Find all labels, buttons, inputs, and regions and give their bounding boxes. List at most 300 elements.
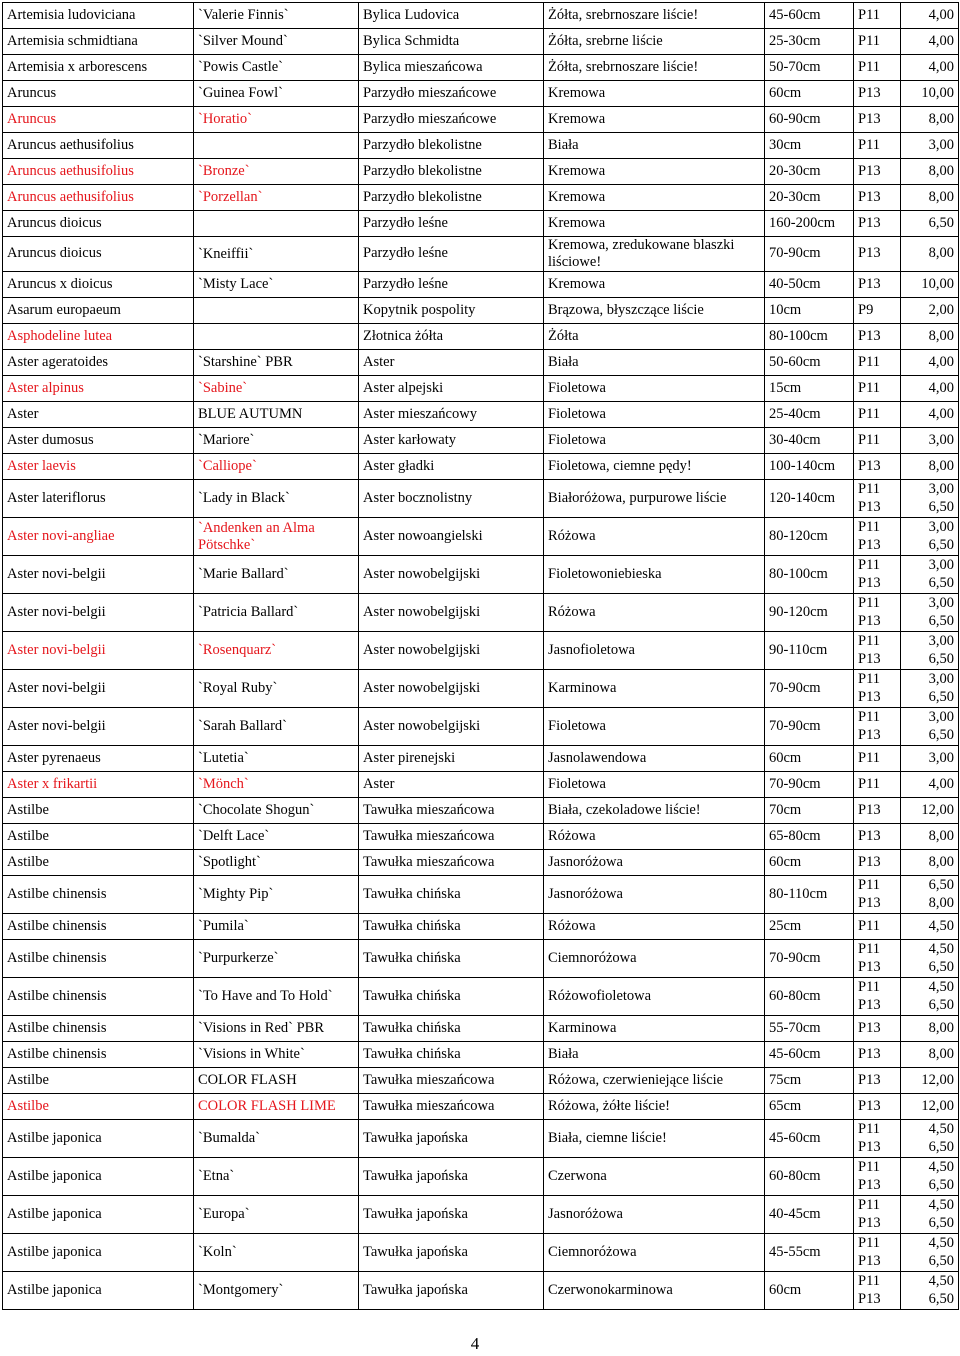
polish-name-cell: Aster nowobelgijski <box>359 708 544 746</box>
pot-size-cell <box>854 185 901 211</box>
polish-name-cell: Aster nowobelgijski <box>359 670 544 708</box>
latin-name-cell: Aster pyrenaeus <box>3 746 194 772</box>
price: 3,00 <box>928 708 954 725</box>
price: 4,00 <box>928 6 954 23</box>
cultivar-cell: COLOR FLASH <box>194 1068 359 1094</box>
pot-size-cell <box>854 1068 901 1094</box>
pot-size-cell <box>854 428 901 454</box>
description-cell: Czerwonokarminowa <box>544 1272 765 1310</box>
table-row <box>3 746 959 772</box>
table-row <box>3 876 959 914</box>
cultivar-cell: `Powis Castle` <box>194 55 359 81</box>
price: 8,00 <box>928 827 954 844</box>
description-cell: Różowofioletowa <box>544 978 765 1016</box>
cultivar-cell: `Mighty Pip` <box>194 876 359 914</box>
pot-size-cell <box>854 1120 901 1158</box>
pot-size-cell <box>854 914 901 940</box>
table-row <box>3 1094 959 1120</box>
description-cell: Kremowa <box>544 107 765 133</box>
pot-size: P13 <box>858 853 881 870</box>
price: 12,00 <box>921 1071 954 1088</box>
cultivar-cell: `Lady in Black` <box>194 480 359 518</box>
price: 6,50 <box>928 1290 954 1307</box>
height-cell: 65-80cm <box>765 824 854 850</box>
table-row <box>3 107 959 133</box>
cultivar-cell: `Royal Ruby` <box>194 670 359 708</box>
polish-name-cell: Aster nowoangielski <box>359 518 544 556</box>
table-row <box>3 978 959 1016</box>
cultivar-cell: `Chocolate Shogun` <box>194 798 359 824</box>
polish-name-cell: Aster mieszańcowy <box>359 402 544 428</box>
polish-name-cell: Parzydło blekolistne <box>359 159 544 185</box>
description-cell: Różowa, żółte liście! <box>544 1094 765 1120</box>
price: 10,00 <box>921 275 954 292</box>
latin-name-cell: Astilbe japonica <box>3 1120 194 1158</box>
polish-name-cell: Tawułka chińska <box>359 876 544 914</box>
polish-name-cell: Parzydło mieszańcowe <box>359 81 544 107</box>
cultivar-cell: `Bumalda` <box>194 1120 359 1158</box>
pot-size: P11 <box>858 940 881 957</box>
pot-size-cell <box>854 1042 901 1068</box>
height-cell: 60cm <box>765 81 854 107</box>
description-cell: Różowa <box>544 824 765 850</box>
pot-size: P11 <box>858 594 881 611</box>
table-row <box>3 632 959 670</box>
height-cell: 80-110cm <box>765 876 854 914</box>
description-cell: Biała <box>544 133 765 159</box>
latin-name-cell: Aster novi-belgii <box>3 632 194 670</box>
price-cell <box>901 940 959 978</box>
description-cell: Ciemnoróżowa <box>544 940 765 978</box>
cultivar-cell: `Mönch` <box>194 772 359 798</box>
price: 4,50 <box>928 978 954 995</box>
pot-size-cell <box>854 324 901 350</box>
pot-size: P13 <box>858 726 881 743</box>
pot-size: P13 <box>858 498 881 515</box>
price-cell <box>901 454 959 480</box>
pot-size-cell <box>854 376 901 402</box>
table-row <box>3 324 959 350</box>
pot-size: P13 <box>858 650 881 667</box>
latin-name-cell: Aruncus aethusifolius <box>3 133 194 159</box>
polish-name-cell: Tawułka chińska <box>359 914 544 940</box>
height-cell: 70-90cm <box>765 237 854 272</box>
latin-name-cell: Aster novi-belgii <box>3 670 194 708</box>
table-row <box>3 1158 959 1196</box>
pot-size: P13 <box>858 958 881 975</box>
description-cell: Jasnofioletowa <box>544 632 765 670</box>
price: 4,50 <box>928 917 954 934</box>
price-cell <box>901 708 959 746</box>
price: 4,00 <box>928 405 954 422</box>
description-cell: Żółta, srebrne liście <box>544 29 765 55</box>
cultivar-cell: `Sarah Ballard` <box>194 708 359 746</box>
price-cell <box>901 1068 959 1094</box>
cultivar-cell: `Lutetia` <box>194 746 359 772</box>
price: 3,00 <box>928 749 954 766</box>
price-cell <box>901 798 959 824</box>
page-number: 4 <box>470 1334 480 1353</box>
table-row <box>3 81 959 107</box>
table-row <box>3 772 959 798</box>
cultivar-cell: `Bronze` <box>194 159 359 185</box>
description-cell: Różowa <box>544 914 765 940</box>
height-cell: 60cm <box>765 850 854 876</box>
price: 6,50 <box>928 1176 954 1193</box>
table-row <box>3 1016 959 1042</box>
description-cell: Fioletowa <box>544 428 765 454</box>
pot-size-cell <box>854 402 901 428</box>
latin-name-cell: Artemisia x arborescens <box>3 55 194 81</box>
description-cell: Fioletowoniebieska <box>544 556 765 594</box>
price: 4,50 <box>928 1272 954 1289</box>
price-cell <box>901 29 959 55</box>
pot-size-cell <box>854 594 901 632</box>
latin-name-cell: Astilbe chinensis <box>3 940 194 978</box>
height-cell: 100-140cm <box>765 454 854 480</box>
cultivar-cell: `Sabine` <box>194 376 359 402</box>
cultivar-cell: `Mariore` <box>194 428 359 454</box>
price-cell <box>901 824 959 850</box>
cultivar-cell: `Calliope` <box>194 454 359 480</box>
height-cell: 15cm <box>765 376 854 402</box>
latin-name-cell: Aster dumosus <box>3 428 194 454</box>
description-cell: Różowa <box>544 594 765 632</box>
height-cell: 40-45cm <box>765 1196 854 1234</box>
price: 12,00 <box>921 1097 954 1114</box>
pot-size-cell <box>854 798 901 824</box>
description-cell: Karminowa <box>544 670 765 708</box>
pot-size: P13 <box>858 1138 881 1155</box>
polish-name-cell: Bylica Ludovica <box>359 3 544 29</box>
price: 3,00 <box>928 556 954 573</box>
latin-name-cell: Aster novi-belgii <box>3 556 194 594</box>
pot-size: P13 <box>858 827 881 844</box>
height-cell: 160-200cm <box>765 211 854 237</box>
pot-size: P13 <box>858 162 881 179</box>
pot-size-cell <box>854 1016 901 1042</box>
latin-name-cell: Aster laevis <box>3 454 194 480</box>
price-cell <box>901 402 959 428</box>
pot-size: P13 <box>858 1290 881 1307</box>
price-cell <box>901 1016 959 1042</box>
pot-size: P11 <box>858 136 881 153</box>
pot-size: P13 <box>858 1214 881 1231</box>
polish-name-cell: Tawułka chińska <box>359 940 544 978</box>
price: 6,50 <box>928 726 954 743</box>
polish-name-cell: Kopytnik pospolity <box>359 298 544 324</box>
pot-size: P13 <box>858 574 881 591</box>
price: 3,00 <box>928 632 954 649</box>
cultivar-cell: `To Have and To Hold` <box>194 978 359 1016</box>
description-cell: Czerwona <box>544 1158 765 1196</box>
pot-size-cell <box>854 670 901 708</box>
pot-size: P13 <box>858 275 881 292</box>
cultivar-cell: BLUE AUTUMN <box>194 402 359 428</box>
pot-size: P13 <box>858 612 881 629</box>
price-cell <box>901 185 959 211</box>
description-cell: Fioletowa <box>544 376 765 402</box>
pot-size: P13 <box>858 84 881 101</box>
description-cell: Żółta, srebrnoszare liście! <box>544 55 765 81</box>
polish-name-cell: Parzydło leśne <box>359 211 544 237</box>
pot-size-cell <box>854 237 901 272</box>
price-cell <box>901 556 959 594</box>
table-row <box>3 940 959 978</box>
polish-name-cell: Tawułka mieszańcowa <box>359 1068 544 1094</box>
pot-size: P11 <box>858 405 881 422</box>
price: 6,50 <box>928 1252 954 1269</box>
pot-size: P11 <box>858 876 881 893</box>
description-cell: Brązowa, błyszczące liście <box>544 298 765 324</box>
cultivar-cell: `Rosenquarz` <box>194 632 359 670</box>
description-cell: Jasnoróżowa <box>544 876 765 914</box>
price: 4,00 <box>928 58 954 75</box>
description-cell: Białoróżowa, purpurowe liście <box>544 480 765 518</box>
price: 10,00 <box>921 84 954 101</box>
pot-size: P11 <box>858 1234 881 1251</box>
polish-name-cell: Bylica Schmidta <box>359 29 544 55</box>
cultivar-cell: `Silver Mound` <box>194 29 359 55</box>
price-cell <box>901 1234 959 1272</box>
polish-name-cell: Tawułka mieszańcowa <box>359 1094 544 1120</box>
price-cell <box>901 772 959 798</box>
price: 8,00 <box>928 457 954 474</box>
latin-name-cell: Astilbe <box>3 798 194 824</box>
description-cell: Jasnolawendowa <box>544 746 765 772</box>
table-row <box>3 29 959 55</box>
polish-name-cell: Aster bocznolistny <box>359 480 544 518</box>
price: 6,50 <box>928 688 954 705</box>
price-cell <box>901 272 959 298</box>
pot-size: P13 <box>858 1176 881 1193</box>
pot-size-cell <box>854 454 901 480</box>
table-row <box>3 594 959 632</box>
pot-size: P11 <box>858 749 881 766</box>
price: 4,50 <box>928 1234 954 1251</box>
table-row <box>3 824 959 850</box>
latin-name-cell: Aster lateriflorus <box>3 480 194 518</box>
table-row <box>3 1196 959 1234</box>
height-cell: 20-30cm <box>765 185 854 211</box>
pot-size-cell <box>854 1234 901 1272</box>
pot-size: P11 <box>858 1158 881 1175</box>
pot-size-cell <box>854 55 901 81</box>
table-row <box>3 850 959 876</box>
latin-name-cell: Aster novi-belgii <box>3 708 194 746</box>
pot-size: P13 <box>858 188 881 205</box>
cultivar-cell: `Purpurkerze` <box>194 940 359 978</box>
cultivar-cell: `Koln` <box>194 1234 359 1272</box>
polish-name-cell: Aster karłowaty <box>359 428 544 454</box>
latin-name-cell: Astilbe chinensis <box>3 914 194 940</box>
table-row <box>3 480 959 518</box>
table-row <box>3 3 959 29</box>
price-cell <box>901 237 959 272</box>
pot-size-cell <box>854 1196 901 1234</box>
polish-name-cell: Aster <box>359 772 544 798</box>
pot-size: P11 <box>858 6 881 23</box>
price: 8,00 <box>928 853 954 870</box>
latin-name-cell: Asarum europaeum <box>3 298 194 324</box>
pot-size: P13 <box>858 245 881 262</box>
price-cell <box>901 211 959 237</box>
latin-name-cell: Astilbe japonica <box>3 1272 194 1310</box>
pot-size-cell <box>854 850 901 876</box>
description-cell: Fioletowa <box>544 708 765 746</box>
pot-size: P13 <box>858 1097 881 1114</box>
description-cell: Jasnoróżowa <box>544 1196 765 1234</box>
polish-name-cell: Bylica mieszańcowa <box>359 55 544 81</box>
description-cell: Różowa, czerwieniejące liście <box>544 1068 765 1094</box>
price-cell <box>901 480 959 518</box>
height-cell: 65cm <box>765 1094 854 1120</box>
latin-name-cell: Astilbe chinensis <box>3 1016 194 1042</box>
polish-name-cell: Tawułka mieszańcowa <box>359 824 544 850</box>
height-cell: 70-90cm <box>765 708 854 746</box>
pot-size-cell <box>854 876 901 914</box>
price-cell <box>901 1196 959 1234</box>
price: 8,00 <box>928 1045 954 1062</box>
price: 6,50 <box>928 214 954 231</box>
description-cell: Kremowa <box>544 185 765 211</box>
height-cell: 30cm <box>765 133 854 159</box>
polish-name-cell: Aster <box>359 350 544 376</box>
pot-size: P11 <box>858 670 881 687</box>
price: 8,00 <box>928 110 954 127</box>
pot-size: P9 <box>858 301 874 318</box>
table-row <box>3 1272 959 1310</box>
pot-size-cell <box>854 211 901 237</box>
latin-name-cell: Astilbe <box>3 824 194 850</box>
description-cell: Biała <box>544 350 765 376</box>
cultivar-cell: `Misty Lace` <box>194 272 359 298</box>
latin-name-cell: Aruncus aethusifolius <box>3 159 194 185</box>
table-row <box>3 185 959 211</box>
description-cell: Kremowa <box>544 272 765 298</box>
pot-size: P11 <box>858 556 881 573</box>
polish-name-cell: Tawułka japońska <box>359 1272 544 1310</box>
pot-size: P11 <box>858 632 881 649</box>
price-cell <box>901 978 959 1016</box>
description-cell: Biała, ciemne liście! <box>544 1120 765 1158</box>
pot-size: P11 <box>858 480 881 497</box>
price: 12,00 <box>921 801 954 818</box>
height-cell: 40-50cm <box>765 272 854 298</box>
price-cell <box>901 428 959 454</box>
price-cell <box>901 107 959 133</box>
price-cell <box>901 3 959 29</box>
table-row <box>3 454 959 480</box>
price-cell <box>901 632 959 670</box>
description-cell: Biała <box>544 1042 765 1068</box>
pot-size: P13 <box>858 214 881 231</box>
height-cell: 25-40cm <box>765 402 854 428</box>
price-cell <box>901 1272 959 1310</box>
table-row <box>3 798 959 824</box>
cultivar-cell: `Guinea Fowl` <box>194 81 359 107</box>
pot-size: P13 <box>858 1045 881 1062</box>
height-cell: 80-100cm <box>765 324 854 350</box>
table-row <box>3 298 959 324</box>
latin-name-cell: Aster alpinus <box>3 376 194 402</box>
polish-name-cell: Aster pirenejski <box>359 746 544 772</box>
cultivar-cell: `Starshine` PBR <box>194 350 359 376</box>
table-row <box>3 272 959 298</box>
cultivar-cell: `Valerie Finnis` <box>194 3 359 29</box>
latin-name-cell: Astilbe japonica <box>3 1196 194 1234</box>
description-cell: Fioletowa <box>544 402 765 428</box>
table-row <box>3 708 959 746</box>
pot-size: P11 <box>858 708 881 725</box>
pot-size: P11 <box>858 1272 881 1289</box>
polish-name-cell: Tawułka mieszańcowa <box>359 798 544 824</box>
cultivar-cell: `Marie Ballard` <box>194 556 359 594</box>
pot-size: P13 <box>858 1019 881 1036</box>
pot-size: P11 <box>858 917 881 934</box>
height-cell: 80-100cm <box>765 556 854 594</box>
description-cell: Kremowa <box>544 159 765 185</box>
height-cell: 70-90cm <box>765 670 854 708</box>
height-cell: 75cm <box>765 1068 854 1094</box>
pot-size-cell <box>854 133 901 159</box>
height-cell: 25cm <box>765 914 854 940</box>
description-cell: Kremowa <box>544 211 765 237</box>
latin-name-cell: Astilbe <box>3 1068 194 1094</box>
pot-size-cell <box>854 518 901 556</box>
polish-name-cell: Parzydło blekolistne <box>359 133 544 159</box>
description-cell: Różowa <box>544 518 765 556</box>
pot-size: P13 <box>858 536 881 553</box>
latin-name-cell: Astilbe <box>3 1094 194 1120</box>
pot-size-cell <box>854 772 901 798</box>
table-row <box>3 402 959 428</box>
price: 3,00 <box>928 670 954 687</box>
table-row <box>3 55 959 81</box>
price: 6,50 <box>928 1138 954 1155</box>
price: 8,00 <box>928 327 954 344</box>
table-row <box>3 376 959 402</box>
height-cell: 60-80cm <box>765 1158 854 1196</box>
pot-size: P11 <box>858 58 881 75</box>
latin-name-cell: Aruncus <box>3 81 194 107</box>
price: 4,50 <box>928 1120 954 1137</box>
price: 6,50 <box>928 536 954 553</box>
table-row <box>3 428 959 454</box>
pot-size: P11 <box>858 775 881 792</box>
height-cell: 45-60cm <box>765 1042 854 1068</box>
polish-name-cell: Aster alpejski <box>359 376 544 402</box>
pot-size-cell <box>854 746 901 772</box>
price: 8,00 <box>928 162 954 179</box>
plant-price-table <box>2 2 959 1310</box>
pot-size: P11 <box>858 518 881 535</box>
price: 6,50 <box>928 498 954 515</box>
cultivar-cell: `Porzellan` <box>194 185 359 211</box>
pot-size-cell <box>854 1094 901 1120</box>
price-cell <box>901 376 959 402</box>
table-body <box>3 3 959 1310</box>
height-cell: 70-90cm <box>765 940 854 978</box>
polish-name-cell: Tawułka chińska <box>359 1016 544 1042</box>
height-cell: 45-60cm <box>765 1120 854 1158</box>
table-row <box>3 133 959 159</box>
cultivar-cell: `Delft Lace` <box>194 824 359 850</box>
price-cell <box>901 850 959 876</box>
pot-size: P11 <box>858 1120 881 1137</box>
price-cell <box>901 133 959 159</box>
latin-name-cell: Astilbe japonica <box>3 1158 194 1196</box>
